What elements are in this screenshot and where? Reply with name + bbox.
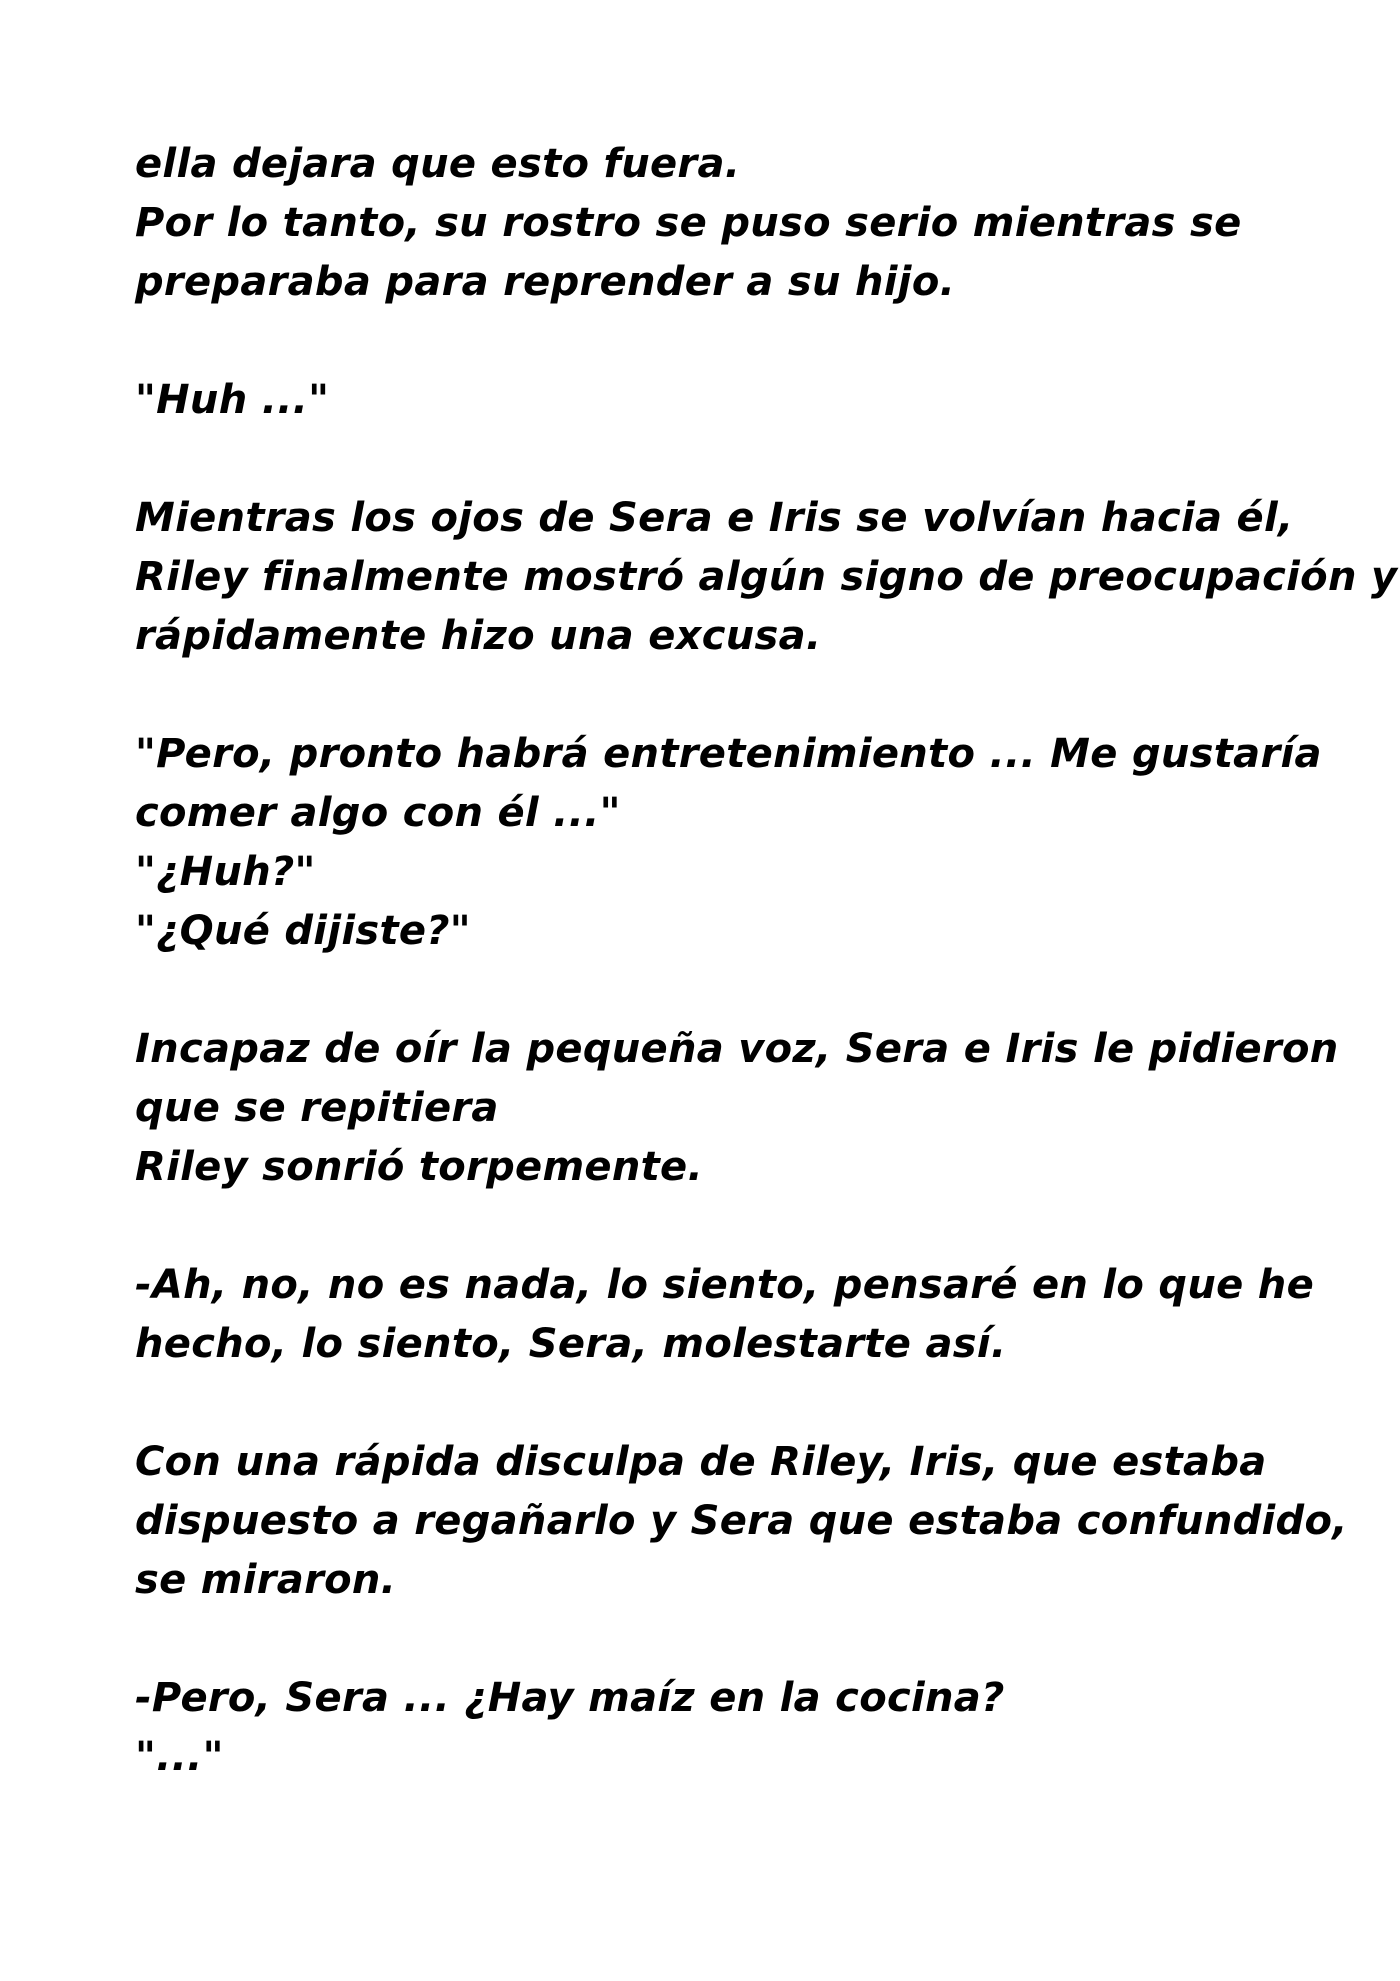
text-line: "Huh ..." xyxy=(135,377,330,423)
text-line: hecho, lo siento, Sera, molestarte así. xyxy=(135,1321,1007,1367)
paragraph-gap xyxy=(135,312,1315,371)
text-line: -Ah, no, no es nada, lo siento, pensaré en lo que he xyxy=(135,1262,1314,1308)
paragraph-gap xyxy=(135,1610,1315,1669)
text-line: "¿Huh?" xyxy=(135,849,316,895)
paragraph-gap xyxy=(135,430,1315,489)
text-line: que se repitiera xyxy=(135,1085,499,1131)
paragraph-gap xyxy=(135,666,1315,725)
paragraph-gap xyxy=(135,1197,1315,1256)
text-line: Mientras los ojos de Sera e Iris se volvían hacia él, xyxy=(135,495,1294,541)
story-text xyxy=(135,135,1398,1787)
text-line: Riley sonrió torpemente. xyxy=(135,1144,703,1190)
text-line: preparaba para reprender a su hijo. xyxy=(135,259,956,305)
text-line: -Pero, Sera ... ¿Hay maíz en la cocina? xyxy=(135,1675,1005,1721)
text-line: comer algo con él ..." xyxy=(135,790,621,836)
paragraph-gap xyxy=(135,1374,1315,1433)
text-line: Riley finalmente mostró algún signo de preocupación y xyxy=(135,554,1398,600)
paragraph-gap xyxy=(135,961,1315,1020)
text-line: Con una rápida disculpa de Riley, Iris, que estaba xyxy=(135,1439,1267,1485)
text-line: Por lo tanto, su rostro se puso serio mientras se xyxy=(135,200,1242,246)
text-line: "..." xyxy=(135,1734,224,1780)
text-line: rápidamente hizo una excusa. xyxy=(135,613,822,659)
text-line: "Pero, pronto habrá entretenimiento ... Me gustaría xyxy=(135,731,1322,777)
text-line: ella dejara que esto fuera. xyxy=(135,141,741,187)
text-line: dispuesto a regañarlo y Sera que estaba confundido, xyxy=(135,1498,1348,1544)
text-line: Incapaz de oír la pequeña voz, Sera e Iris le pidieron xyxy=(135,1026,1339,1072)
text-line: "¿Qué dijiste?" xyxy=(135,908,471,954)
text-line: se miraron. xyxy=(135,1557,397,1603)
